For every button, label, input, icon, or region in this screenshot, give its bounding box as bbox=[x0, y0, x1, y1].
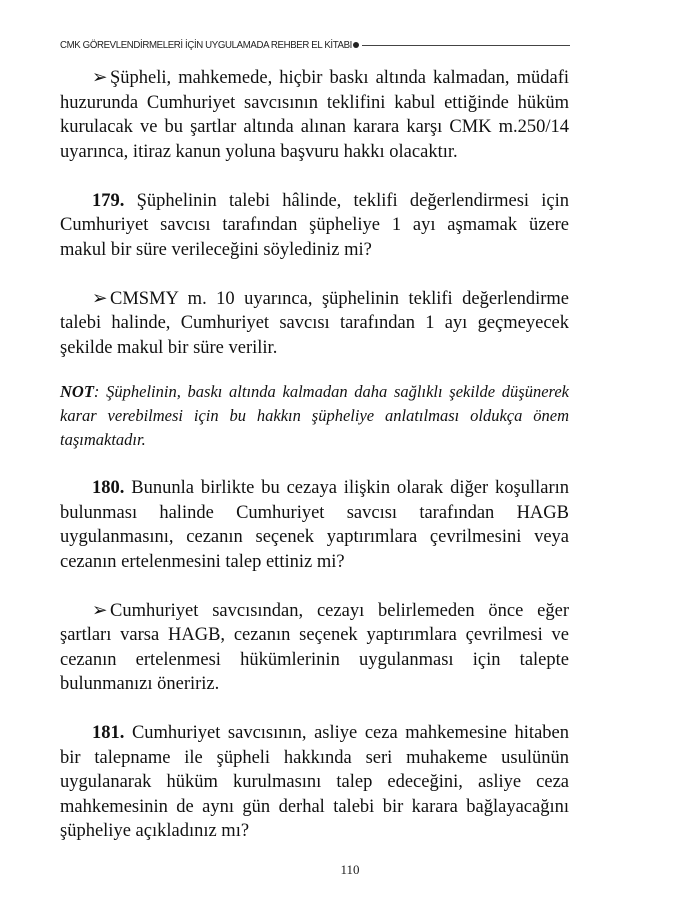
arrow-bullet-icon: ➢ bbox=[92, 288, 108, 309]
header-rule bbox=[362, 45, 570, 46]
note-label: NOT bbox=[60, 382, 94, 401]
answer-179 bbox=[60, 287, 569, 361]
question-text: Şüphelinin talebi hâlinde, teklifi değerlendirmesi için Cumhuriyet savcısı tarafından şüpheliye 1 ayı aşmamak üzere makul bir süre verileceğini söylediniz mi? bbox=[60, 190, 569, 260]
question-number: 179. bbox=[92, 190, 125, 211]
note-box bbox=[60, 380, 569, 452]
page-number: 110 bbox=[340, 862, 360, 877]
running-header bbox=[60, 38, 570, 52]
answer-paragraph bbox=[60, 66, 569, 164]
header-bullet-dot bbox=[353, 42, 359, 48]
note-text: : Şüphelinin, baskı altında kalmadan daha sağlıklı şekilde düşünerek karar verebilmesi için bu hakkın şüpheliye anlatılması oldukça önem taşımaktadır. bbox=[60, 382, 569, 449]
answer-180 bbox=[60, 599, 569, 697]
question-180 bbox=[60, 476, 569, 574]
running-header-title: CMK GÖREVLENDİRMELERİ İÇİN UYGULAMADA REHBER EL KİTABI bbox=[60, 39, 352, 51]
answer-text: Şüpheli, mahkemede, hiçbir baskı altında kalmadan, müdafi huzurunda Cumhuriyet savcısının teklifini kabul ettiğinde hüküm kurulacak ve bu şartlar altında alınan karara karşı CMK m.250/14 uyarınca, itiraz kanun yoluna başvuru hakkı olacaktır. bbox=[60, 68, 569, 162]
arrow-bullet-icon: ➢ bbox=[92, 600, 108, 621]
question-text: Bununla birlikte bu cezaya ilişkin olarak diğer koşulların bulunması halinde Cumhuriyet savcısı tarafından HAGB uygulanmasını, cezanın seçenek yaptırımlara çevrilmesini veya cezanın ertelenmesini talep ettiniz mi? bbox=[60, 478, 569, 572]
question-181 bbox=[60, 721, 569, 844]
answer-text: CMSMY m. 10 uyarınca, şüphelinin teklifi değerlendirme talebi halinde, Cumhuriyet savcısı tarafından 1 ayı geçmeyecek şekilde makul bir süre verilir. bbox=[60, 288, 569, 358]
question-number: 180. bbox=[92, 478, 125, 498]
question-number: 181. bbox=[92, 723, 125, 743]
question-179 bbox=[60, 189, 569, 263]
page-body bbox=[60, 66, 569, 844]
answer-text: Cumhuriyet savcısından, cezayı belirlemeden önce eğer şartları varsa HAGB, cezanın seçenek yaptırımlara çevrilmesi ve cezanın ertelenmesi hükümlerinin uygulanması için talepte bulunmanızı öneririz. bbox=[60, 600, 569, 694]
question-text: Cumhuriyet savcısının, asliye ceza mahkemesine hitaben bir talepname ile şüpheli hakkında seri muhakeme usulünün uygulanarak hüküm kurulmasını talep edeceğini, asliye ceza mahkemesinin de aynı gün derhal talebi bir karara bağlayacağını şüpheliye açıkladınız mı? bbox=[60, 723, 569, 841]
arrow-bullet-icon: ➢ bbox=[92, 68, 108, 88]
